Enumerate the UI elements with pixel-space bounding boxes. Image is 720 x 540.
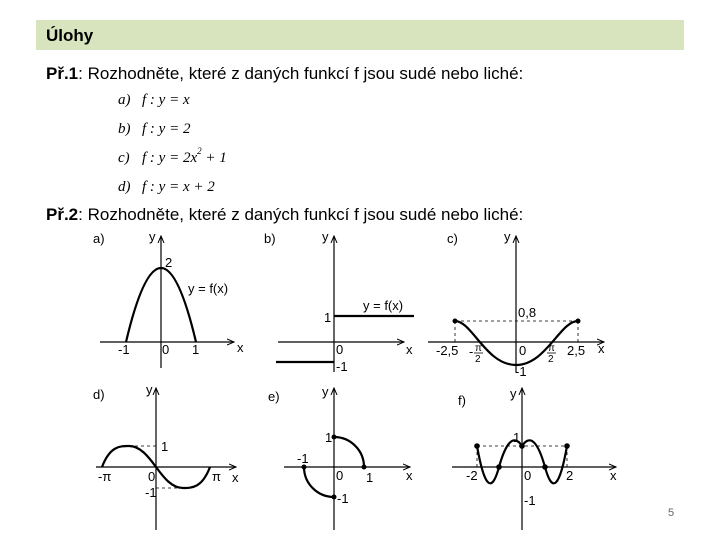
graph-d-x-label: x	[232, 470, 239, 485]
graph-f-point	[496, 464, 502, 470]
graph-c-endpoint	[576, 319, 581, 324]
formula-letter: b)	[118, 121, 131, 137]
graph-b	[264, 229, 414, 374]
graph-b-x-label: x	[406, 342, 413, 357]
graph-d-tick: π	[212, 469, 221, 484]
graph-f-letter: f)	[458, 393, 466, 408]
graph-c-tick: -1	[515, 364, 527, 379]
graph-e-y-label: y	[322, 384, 329, 399]
graph-f-point	[564, 443, 570, 449]
graph-c-minus: -	[469, 344, 474, 359]
graph-e-letter: e)	[268, 389, 280, 404]
task-2-number: Př.2	[46, 205, 79, 224]
graph-f-tick: -1	[524, 493, 536, 508]
graph-a-tick: -1	[118, 342, 130, 357]
formula-letter: d)	[118, 179, 131, 195]
graph-c-endpoint	[453, 319, 458, 324]
graph-c-tick: 0	[519, 343, 527, 358]
page-number: 5	[668, 507, 675, 519]
graph-e-point	[362, 465, 367, 470]
graph-b-tick: -1	[336, 359, 348, 374]
formula-letter: c)	[118, 150, 130, 166]
graph-c-tick: 2,5	[567, 343, 586, 358]
graph-f-y-label: y	[510, 386, 517, 401]
graph-a-tick: 0	[162, 342, 170, 357]
task-1-number: Př.1	[46, 64, 79, 83]
task-1-text: : Rozhodněte, které z daných funkcí f jsou sudé nebo liché:	[78, 64, 524, 83]
graph-d-tick: -π	[98, 469, 112, 484]
graph-e-tick: 1	[366, 470, 374, 485]
graph-e-upper-arc	[334, 437, 364, 467]
graph-b-tick: 0	[336, 342, 344, 357]
graph-c-tick: 0,8	[518, 305, 537, 320]
graph-d-tick: 1	[161, 439, 169, 454]
formula-expr: f : y = 2x	[142, 150, 198, 166]
graph-d-tick: 0	[148, 469, 156, 484]
formula-letter: a)	[118, 92, 131, 108]
graph-f-tick: 2	[566, 468, 574, 483]
graph-f-x-label: x	[610, 468, 617, 483]
graph-c-pi-den-right: 2	[548, 354, 554, 365]
graph-a-func-label: y = f(x)	[188, 281, 229, 296]
formula-expr: f : y = x + 2	[142, 179, 215, 195]
graph-f-point	[474, 443, 480, 449]
formula-exponent: 2	[197, 146, 202, 156]
graph-c-x-label: x	[598, 341, 605, 356]
graph-c	[428, 229, 605, 379]
graph-e-point	[332, 495, 337, 500]
graph-c-pi-num-left: π	[475, 343, 482, 354]
graph-d-letter: d)	[93, 387, 105, 402]
graph-b-y-label: y	[322, 229, 329, 244]
graph-c-pi-num-right: π	[548, 343, 555, 354]
graph-c-letter: c)	[447, 231, 458, 246]
graph-b-func-label: y = f(x)	[363, 298, 404, 313]
graph-a-tick: 1	[192, 342, 200, 357]
graph-b-letter: b)	[264, 231, 276, 246]
formula-expr-tail: + 1	[201, 150, 227, 166]
graph-b-tick: 1	[324, 310, 332, 325]
graph-c-pi-den-left: 2	[475, 354, 481, 365]
graph-f	[452, 386, 617, 530]
task-2-text: : Rozhodněte, které z daných funkcí f jsou sudé nebo liché:	[78, 205, 524, 224]
graph-a-letter: a)	[93, 231, 105, 246]
graph-d	[93, 382, 239, 530]
graph-d-tick: -1	[145, 485, 157, 500]
graph-f-tick: 1	[513, 430, 521, 445]
graph-d-y-label: y	[146, 382, 153, 397]
formula-expr: f : y = 2	[142, 121, 191, 137]
graph-e-point	[332, 435, 337, 440]
graph-a-x-label: x	[237, 340, 244, 355]
graph-a-y-label: y	[149, 229, 156, 244]
graph-c-tick: -2,5	[436, 343, 459, 358]
graph-e-tick: -1	[337, 491, 349, 506]
graph-e-lower-arc	[304, 467, 334, 497]
graph-f-point	[542, 464, 548, 470]
section-title: Úlohy	[46, 26, 94, 45]
graph-e	[268, 384, 413, 530]
graph-e-tick: 1	[325, 430, 333, 445]
formula-expr: f : y = x	[142, 92, 190, 108]
graph-a-tick: 2	[165, 255, 173, 270]
graph-c-y-label: y	[504, 229, 511, 244]
graph-f-tick: 0	[524, 468, 532, 483]
graph-f-tick: -2	[466, 468, 478, 483]
graph-e-x-label: x	[406, 468, 413, 483]
graph-e-tick: -1	[297, 451, 309, 466]
graph-e-tick: 0	[336, 468, 344, 483]
graph-a	[93, 229, 244, 368]
